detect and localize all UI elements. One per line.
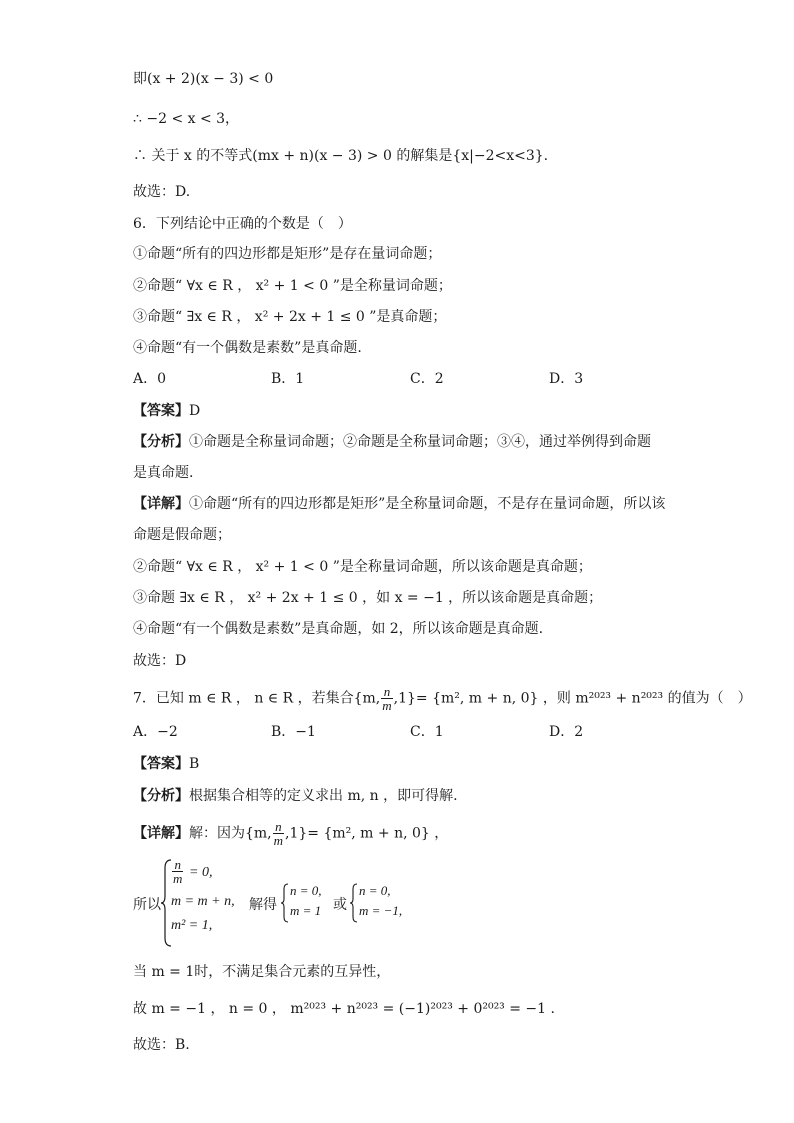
answer-label: 【答案】	[133, 756, 189, 772]
detail-set-right: = {m², m + n, 0} ，	[307, 825, 449, 842]
question-7-option-b: B．−1	[271, 724, 316, 740]
question-6-statement-4: ④命题“有一个偶数是素数”是真命题.	[133, 340, 362, 356]
detail-label: 【详解】	[133, 825, 189, 842]
detail-text: ①命题“所有的四边形都是矩形”是全称量词命题，不是存在量词命题，所以该	[189, 496, 666, 512]
q7-set-left-b: ,1}	[393, 690, 416, 707]
answer-label: 【答案】	[133, 403, 189, 419]
answer-value: D	[189, 403, 201, 419]
question-6-option-c: C．2	[410, 371, 444, 387]
question-6-detail-3: ②命题“ ∀x ∈ R ， x² + 1 < 0 ”是全称量词命题，所以该命题是真命题；	[133, 559, 592, 575]
question-6-answer	[133, 402, 200, 420]
question-6-statement-3: ③命题“ ∃x ∈ R ， x² + 2x + 1 ≤ 0 ”是真命题；	[133, 309, 447, 325]
analysis-text: ①命题是全称量词命题；②命题是全称量词命题；③④，通过举例得到命题	[189, 434, 651, 450]
solution-b-1: n = 0,	[359, 883, 391, 898]
equation-system	[133, 858, 533, 950]
solution-brace-1	[281, 883, 289, 923]
question-7-stem	[133, 685, 752, 712]
question-7-analysis	[133, 787, 458, 805]
detail-pre: 解：因为	[189, 825, 245, 842]
question-6-detail-2: 命题是假命题；	[133, 527, 231, 543]
question-7-option-d: D．2	[549, 724, 584, 740]
sys-frac-den: m	[173, 871, 183, 886]
q7-frac-num: n	[381, 685, 392, 699]
answer-value: B	[189, 756, 200, 772]
sys-eq-2: m = m + n,	[171, 894, 235, 909]
q7-frac-den: m	[382, 698, 392, 713]
analysis-text: 根据集合相等的定义求出 m, n ，即可得解.	[189, 788, 458, 804]
sys-fraction	[172, 858, 183, 885]
solution-conclusion: 故选：D.	[133, 184, 191, 200]
question-6-statement-2: ②命题“ ∀x ∈ R ， x² + 1 < 0 ”是全称量词命题；	[133, 278, 452, 294]
sys-eq-1-tail: = 0,	[189, 865, 213, 880]
solution-a-2: m = 1	[290, 903, 322, 918]
solution-b-2: m = −1,	[359, 903, 403, 918]
q7-fraction	[381, 685, 392, 712]
q7-set-left-a: {m,	[353, 690, 381, 707]
or-label: 或	[333, 897, 347, 913]
question-6-stem: 6．下列结论中正确的个数是（ ）	[133, 216, 352, 232]
question-6-option-d: D．3	[549, 371, 584, 387]
question-6-conclusion: 故选：D	[133, 653, 187, 669]
question-7-detail	[133, 820, 448, 847]
solution-brace-2	[350, 883, 358, 923]
question-6-analysis-cont: 是真命题.	[133, 465, 194, 481]
analysis-label: 【分析】	[133, 788, 189, 804]
question-7-conclusion: 故选：B.	[133, 1037, 190, 1053]
analysis-label: 【分析】	[133, 434, 189, 450]
detail-fraction	[273, 820, 284, 847]
question-7-when: 当 m = 1时，不满足集合元素的互异性，	[133, 964, 391, 980]
question-7-answer	[133, 755, 199, 773]
sys-frac-num: n	[172, 858, 183, 872]
question-6-analysis	[133, 433, 651, 451]
solution-line-2: ∴ −2 < x < 3，	[133, 111, 240, 127]
question-6-detail	[133, 495, 665, 513]
solution-line-1: 即(x + 2)(x − 3) < 0	[133, 71, 274, 87]
question-6-option-b: B．1	[271, 371, 305, 387]
q7-set-right: = {m², m + n, 0} ，则 m²⁰²³ + n²⁰²³ 的值为（ ）	[415, 690, 752, 707]
sys-eq-3: m² = 1,	[171, 918, 213, 933]
question-7-option-a: A．−2	[133, 724, 178, 740]
detail-label: 【详解】	[133, 496, 189, 512]
question-6-detail-5: ④命题“有一个偶数是素数”是真命题，如 2，所以该命题是真命题.	[133, 621, 544, 637]
solution-line-3: ∴ 关于 x 的不等式(mx + n)(x − 3) > 0 的解集是{x|−2<x<3}.	[133, 148, 549, 164]
solved-label: 解得	[249, 897, 277, 913]
solution-a-1: n = 0,	[290, 883, 322, 898]
q7-stem-pre: 7．已知 m ∈ R ， n ∈ R ，若集合	[133, 690, 354, 707]
detail-set-left-b: ,1}	[285, 825, 308, 842]
question-6-statement-1: ①命题“所有的四边形都是矩形”是存在量词命题；	[133, 246, 442, 262]
detail-frac-num: n	[273, 820, 284, 834]
question-6-option-a: A．0	[133, 371, 167, 387]
question-6-detail-4: ③命题 ∃x ∈ R ， x² + 2x + 1 ≤ 0 ，如 x = −1 ，所以该命题是真命题；	[133, 590, 603, 606]
detail-frac-den: m	[273, 833, 284, 848]
question-7-option-c: C．1	[410, 724, 444, 740]
detail-set-left-a: {m,	[245, 825, 272, 842]
so-label: 所以	[133, 897, 161, 913]
question-7-therefore: 故 m = −1 ， n = 0 ， m²⁰²³ + n²⁰²³ = (−1)²⁰²³ + 0²⁰²³ = −1 .	[133, 1001, 555, 1017]
